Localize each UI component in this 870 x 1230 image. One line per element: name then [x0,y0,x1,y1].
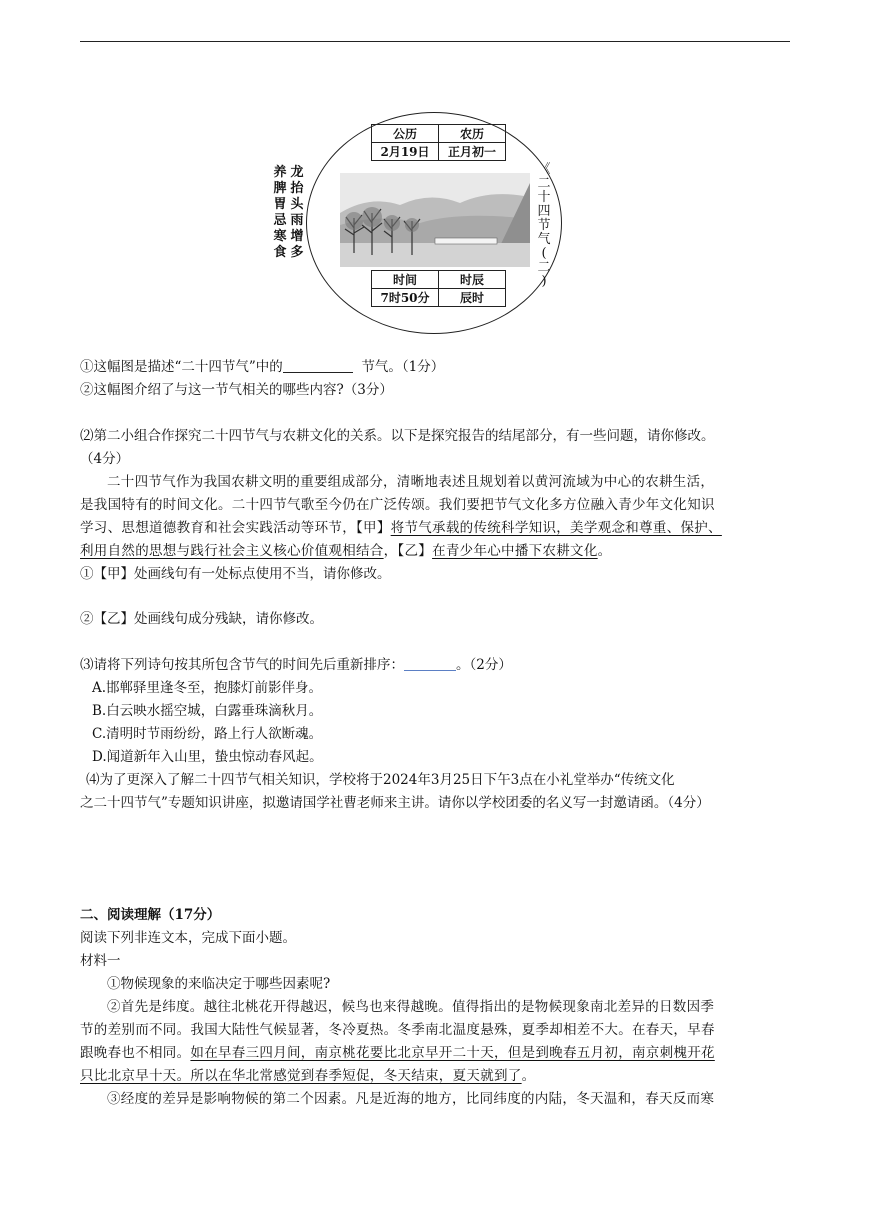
material-1-p2-3-text: 跟晚春也不相同。 [80,1045,191,1061]
q3-answer-blank[interactable] [404,656,456,671]
q1-line-2: ②这幅图介绍了与这一节气相关的哪些内容?（3分） [80,382,393,398]
material-1-p2-4-end: 。 [521,1068,536,1084]
q3-stem [80,656,512,674]
section2-instruction: 阅读下列非连文本，完成下面小题。 [80,930,296,946]
q1-prompt: ①这幅图是描述“二十四节气”中的 [80,359,283,375]
calendar-value-lunar: 正月初一 [439,143,506,161]
q2-intro-2: （4分） [80,451,130,467]
q3-score: 。（2分） [456,657,512,673]
q3-option-a: A.邯郸驿里逢冬至，抱膝灯前影伴身。 [92,680,323,696]
q2-sub-b: ②【乙】处画线句成分残缺，请你修改。 [80,611,323,627]
time-value-time: 7时50分 [372,289,439,307]
q2-intro-1: ⑵第二小组合作探究二十四节气与农耕文化的关系。以下是探究报告的结尾部分，有一些问题，请你修改。 [80,428,715,444]
landscape-image [340,173,530,267]
q2-para-2: 是我国特有的时间文化。二十四节气歌至今仍在广泛传颂。我们要把节气文化多方位融入青少年文化知识 [80,497,715,513]
figure-vertical-title: 《 二 十 四 节 气 ( 二 ) [537,162,551,289]
q2-marker-yi: ，【乙】 [383,543,433,559]
calendar-header-lunar: 农历 [439,125,506,143]
figure-vertical-text-weather: 龙 抬 头 雨 增 多 [290,165,304,260]
figure-vertical-text-health: 养 脾 胃 忌 寒 食 [273,165,287,260]
q2-underlined-yi: 在青少年心中播下农耕文化 [432,543,598,559]
material-1-p2-3 [80,1044,715,1062]
q3-option-b: B.白云映水摇空城，白露垂珠滴秋月。 [92,703,323,719]
q2-sub-a: ①【甲】处画线句有一处标点使用不当，请你修改。 [80,566,391,582]
material-1-p2-4 [80,1067,535,1085]
time-value-shichen: 辰时 [439,289,506,307]
q1-answer-blank[interactable] [283,358,353,373]
material-1-p1: ①物候现象的来临决定于哪些因素呢? [107,976,331,992]
q2-para-4 [80,542,611,560]
q4-line-1: ⑷为了更深入了解二十四节气相关知识，学校将于2024年3月25日下午3点在小礼堂举办“传统文化 [86,772,675,788]
q3-option-d: D.闻道新年入山里，蛰虫惊动春风起。 [92,749,323,765]
top-rule [80,41,790,42]
q2-para-3 [80,519,722,537]
q4-line-2: 之二十四节气”专题知识讲座，拟邀请国学社曹老师来主讲。请你以学校团委的名义写一封邀请函。（4分） [80,795,710,811]
q3-prompt: ⑶请将下列诗句按其所包含节气的时间先后重新排序： [80,657,404,673]
material-1-underlined-2: 只比北京早十天。所以在华北常感觉到春季短促，冬天结束，夏天就到了 [80,1068,522,1084]
solar-term-figure [256,112,586,334]
q2-underlined-jia-1: 将节气承载的传统科学知识，美学观念和尊重、保护、 [390,520,722,536]
section2-heading: 二、阅读理解（17分） [80,907,221,923]
q2-para-4-end: 。 [597,543,612,559]
calendar-value-gregorian: 2月19日 [372,143,439,161]
material-1-p2-1: ②首先是纬度。越往北桃花开得越迟，候鸟也来得越晚。值得指出的是物候现象南北差异的日数因季 [107,999,715,1015]
q2-para-1: 二十四节气作为我国农耕文明的重要组成部分，清晰地表述且规划着以黄河流域为中心的农耕生活， [107,474,715,490]
calendar-table [371,124,506,161]
q3-option-c: C.清明时节雨纷纷，路上行人欲断魂。 [92,726,323,742]
calendar-header-gregorian: 公历 [372,125,439,143]
q1-score: 节气。（1分） [361,359,445,375]
time-header-shichen: 时辰 [439,271,506,289]
material-1-underlined-1: 如在早春三四月间，南京桃花要比北京早开二十天，但是到晚春五月初，南京刺槐开花 [190,1045,715,1061]
material-1-label: 材料一 [80,953,121,969]
material-1-p2-2: 节的差别而不同。我国大陆性气候显著，冬冷夏热。冬季南北温度悬殊，夏季却相差不大。在春天，早春 [80,1022,715,1038]
q2-para-3-text: 学习、思想道德教育和社会实践活动等环节，【甲】 [80,520,391,536]
q1-line-1 [80,358,444,376]
time-table [371,270,506,307]
q2-underlined-jia-2: 利用自然的思想与践行社会主义核心价值观相结合 [80,543,384,559]
material-1-p3: ③经度的差异是影响物候的第二个因素。凡是近海的地方，比同纬度的内陆，冬天温和，春天反而寒 [107,1091,715,1107]
time-header-time: 时间 [372,271,439,289]
